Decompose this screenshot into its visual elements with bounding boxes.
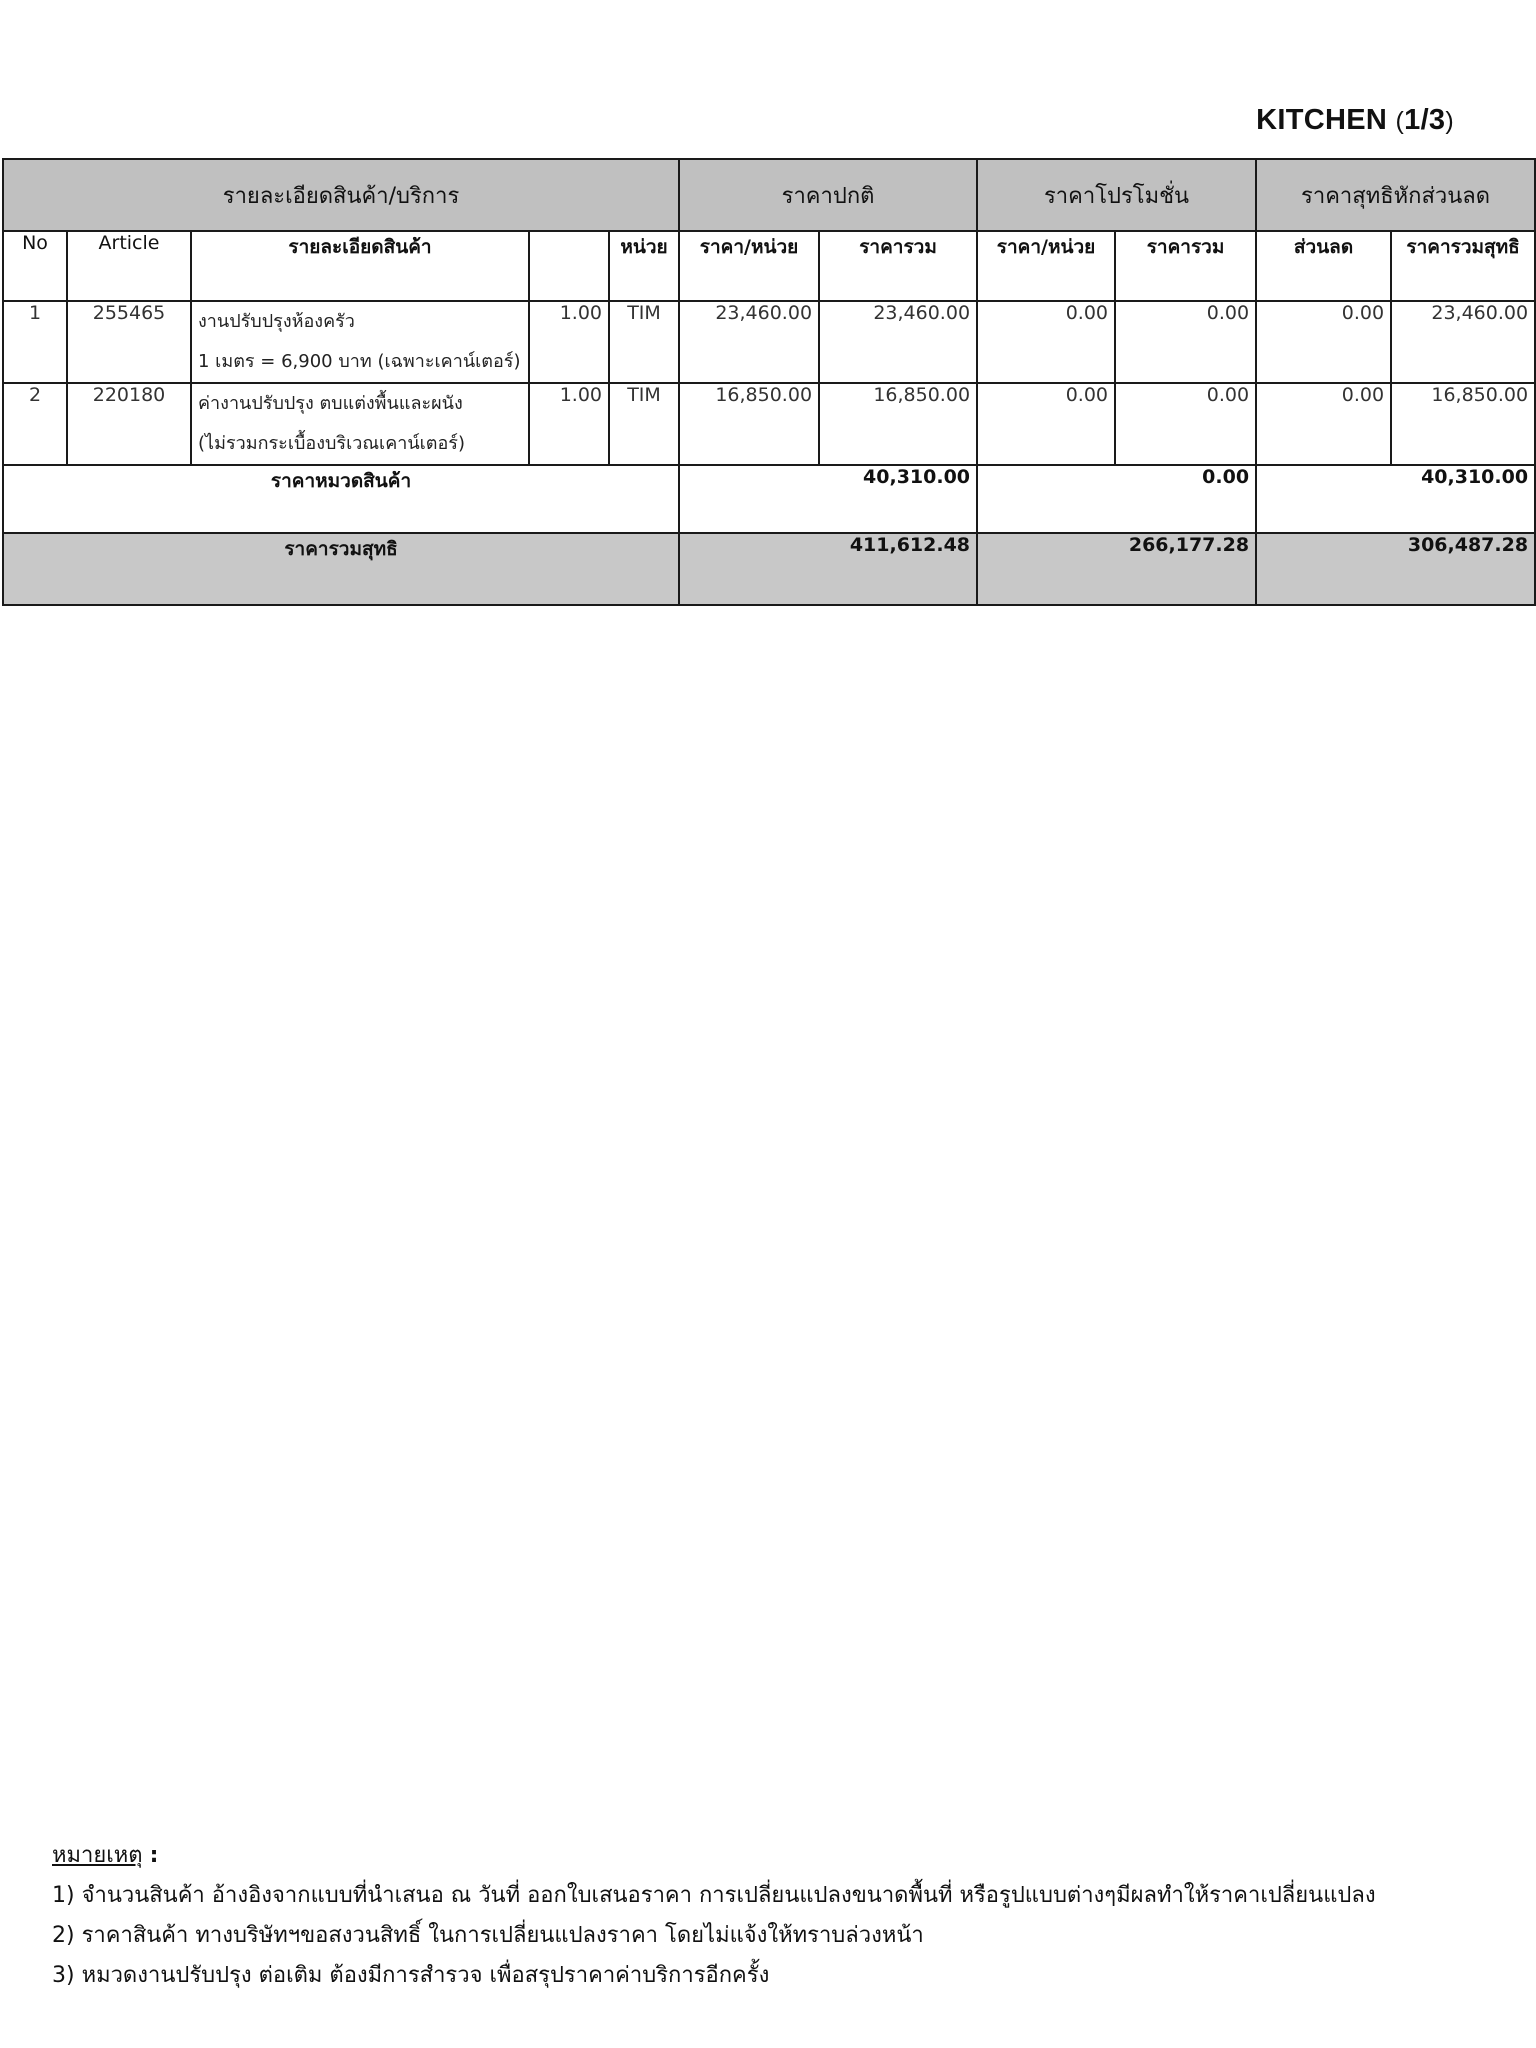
cell-article: 220180 (67, 383, 191, 465)
cell-qty: 1.00 (529, 301, 609, 383)
page-title (1256, 104, 1454, 137)
cell-promo-total: 0.00 (1115, 301, 1256, 383)
grand-total-promotion: 266,177.28 (977, 533, 1256, 605)
cell-reg-unit-price: 16,850.00 (679, 383, 819, 465)
cell-reg-unit-price: 23,460.00 (679, 301, 819, 383)
page-paren-close: ) (1445, 107, 1454, 135)
notes-colon: : (149, 1843, 159, 1868)
cell-unit: TIM (609, 383, 679, 465)
cell-discount: 0.00 (1256, 383, 1391, 465)
col-header-no: No (3, 231, 67, 301)
subtotal-label: ราคาหมวดสินค้า (3, 465, 679, 533)
cell-qty: 1.00 (529, 383, 609, 465)
note-item: 2) ราคาสินค้า ทางบริษัทฯขอสงวนสิทธิ์ ในการเปลี่ยนแปลงราคา โดยไม่แจ้งให้ทราบล่วงหน้า (52, 1923, 924, 1948)
description-line: (ไม่รวมกระเบื้องบริเวณเคาน์เตอร์) (198, 433, 465, 454)
description-line: 1 เมตร = 6,900 บาท (เฉพาะเคาน์เตอร์) (198, 351, 521, 372)
title-text: KITCHEN (1256, 104, 1388, 136)
cell-unit: TIM (609, 301, 679, 383)
grand-total-row (3, 533, 1535, 605)
cell-no: 1 (3, 301, 67, 383)
grand-total-net: 306,487.28 (1256, 533, 1535, 605)
col-header-description: รายละเอียดสินค้า (191, 231, 529, 301)
cell-description (191, 301, 529, 383)
page-indicator: 1/3 (1404, 104, 1446, 136)
group-header-promotion: ราคาโปรโมชั่น (977, 159, 1256, 231)
col-header-promo-unit-price: ราคา/หน่วย (977, 231, 1115, 301)
cell-description (191, 383, 529, 465)
col-header-reg-unit-price: ราคา/หน่วย (679, 231, 819, 301)
table-row (3, 383, 1535, 465)
notes-heading-text: หมายเหตุ (52, 1843, 143, 1868)
cell-reg-total: 23,460.00 (819, 301, 977, 383)
subtotal-regular: 40,310.00 (679, 465, 977, 533)
page-paren-open: ( (1395, 107, 1405, 135)
quotation-table (2, 158, 1536, 606)
description-line: ค่างานปรับปรุง ตบแต่งพื้นและผนัง (198, 393, 463, 414)
col-header-reg-total: ราคารวม (819, 231, 977, 301)
note-item: 1) จำนวนสินค้า อ้างอิงจากแบบที่นำเสนอ ณ วันที่ ออกใบเสนอราคา การเปลี่ยนแปลงขนาดพื้นที่ หรือรูปแบบต่างๆมีผลทำให้ราคาเปลี่ยนแปลง (52, 1883, 1376, 1908)
cell-promo-total: 0.00 (1115, 383, 1256, 465)
col-header-unit: หน่วย (609, 231, 679, 301)
subtotal-row (3, 465, 1535, 533)
subtotal-promotion: 0.00 (977, 465, 1256, 533)
description-line: งานปรับปรุงห้องครัว (198, 311, 355, 332)
note-item: 3) หมวดงานปรับปรุง ต่อเติม ต้องมีการสำรวจ เพื่อสรุปราคาค่าบริการอีกครั้ง (52, 1963, 770, 1988)
notes-section (52, 1836, 1512, 1996)
group-header-net: ราคาสุทธิหักส่วนลด (1256, 159, 1535, 231)
grand-total-regular: 411,612.48 (679, 533, 977, 605)
cell-promo-unit-price: 0.00 (977, 301, 1115, 383)
cell-article: 255465 (67, 301, 191, 383)
col-header-promo-total: ราคารวม (1115, 231, 1256, 301)
cell-reg-total: 16,850.00 (819, 383, 977, 465)
cell-discount: 0.00 (1256, 301, 1391, 383)
cell-net-total: 16,850.00 (1391, 383, 1535, 465)
group-header-row (3, 159, 1535, 231)
cell-promo-unit-price: 0.00 (977, 383, 1115, 465)
col-header-article: Article (67, 231, 191, 301)
notes-heading (52, 1836, 1512, 1876)
col-header-discount: ส่วนลด (1256, 231, 1391, 301)
table-row (3, 301, 1535, 383)
column-header-row (3, 231, 1535, 301)
group-header-regular: ราคาปกติ (679, 159, 977, 231)
cell-no: 2 (3, 383, 67, 465)
group-header-details: รายละเอียดสินค้า/บริการ (3, 159, 679, 231)
cell-net-total: 23,460.00 (1391, 301, 1535, 383)
col-header-net-total: ราคารวมสุทธิ (1391, 231, 1535, 301)
grand-total-label: ราคารวมสุทธิ (3, 533, 679, 605)
col-header-qty (529, 231, 609, 301)
subtotal-net: 40,310.00 (1256, 465, 1535, 533)
